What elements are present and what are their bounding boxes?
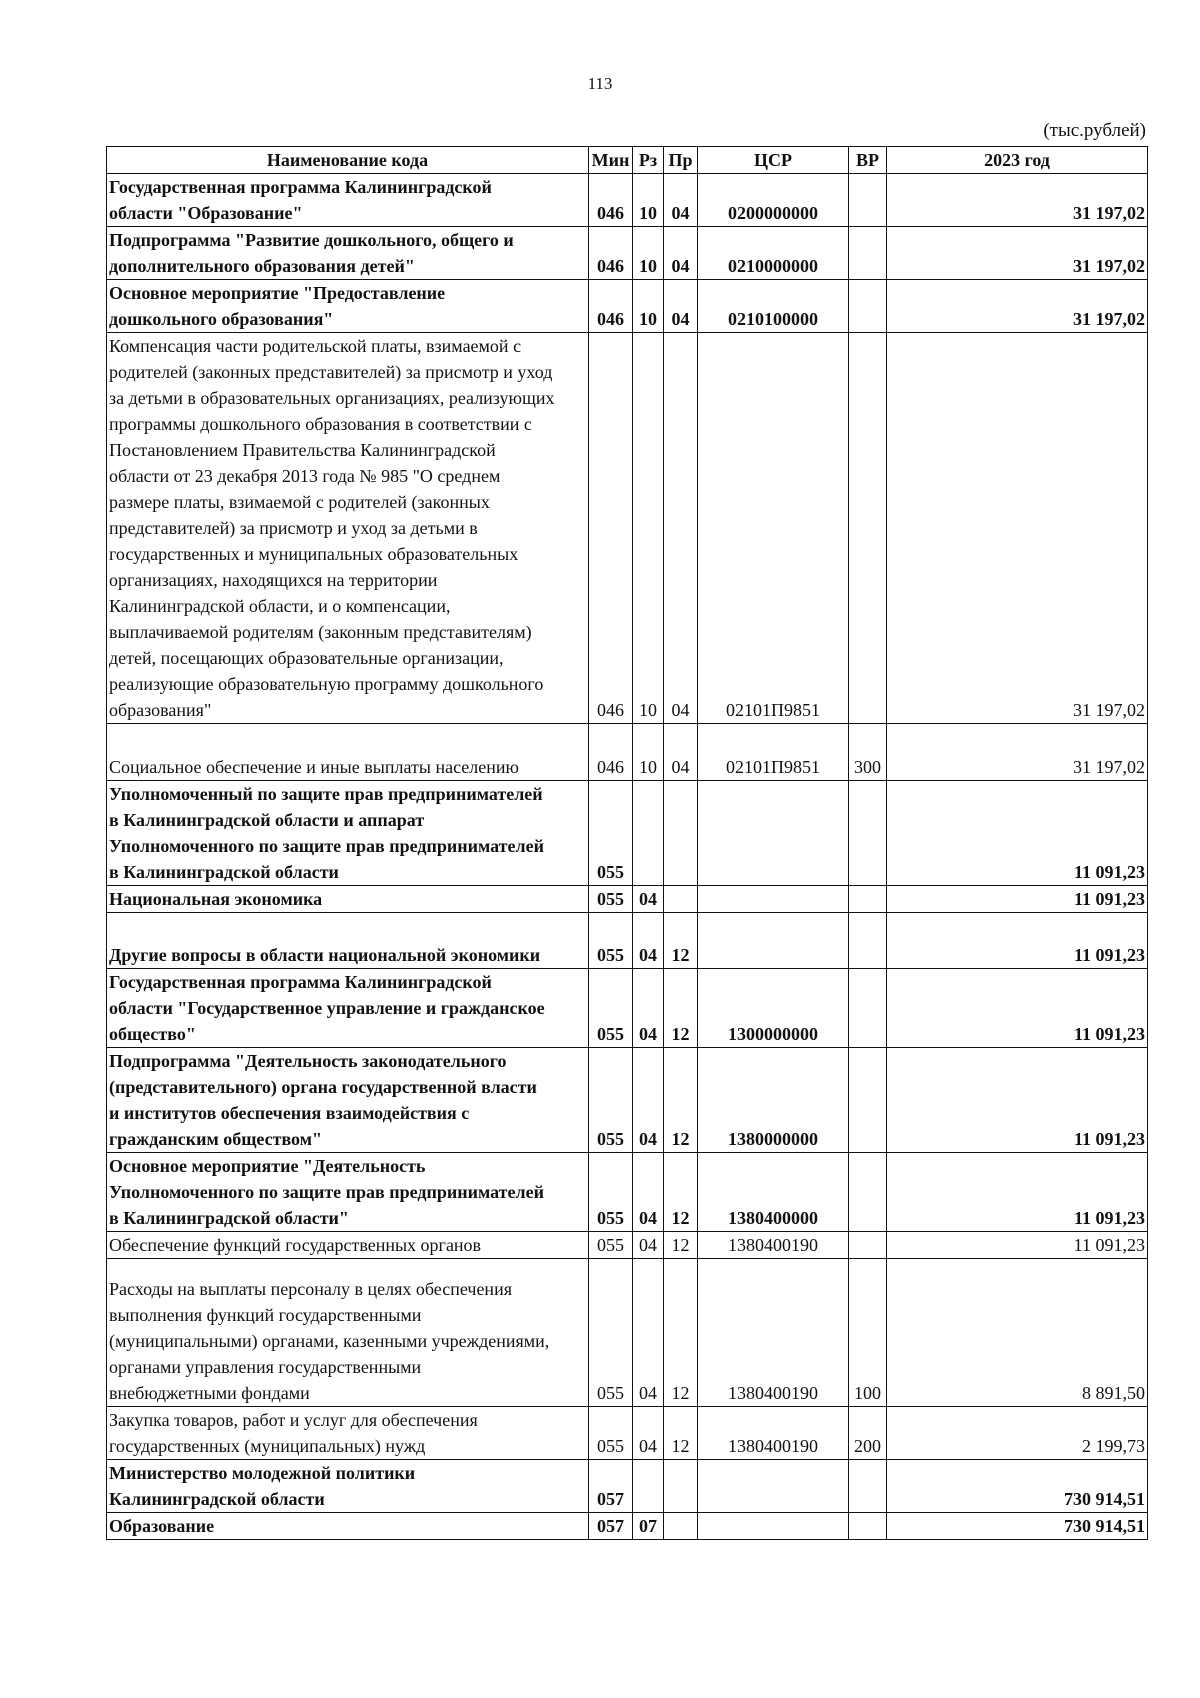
row-rz <box>633 1460 664 1513</box>
row-csr: 1380400190 <box>698 1259 849 1407</box>
row-csr: 0210000000 <box>698 227 849 280</box>
row-rz: 10 <box>633 174 664 227</box>
row-amount: 11 091,23 <box>887 969 1148 1048</box>
row-name: Подпрограмма "Деятельность законодательного (представительного) органа государственной власти и институтов обеспечения взаимодействия с гражданским обществом" <box>107 1048 589 1153</box>
row-pr: 04 <box>664 280 698 333</box>
row-min: 055 <box>589 781 633 886</box>
row-vr <box>849 227 887 280</box>
row-vr <box>849 886 887 913</box>
row-csr <box>698 1460 849 1513</box>
table-row <box>107 913 1148 969</box>
row-amount: 31 197,02 <box>887 280 1148 333</box>
row-min: 055 <box>589 1232 633 1259</box>
row-name: Национальная экономика <box>107 886 589 913</box>
table-row <box>107 1232 1148 1259</box>
row-amount: 11 091,23 <box>887 1153 1148 1232</box>
row-csr: 1380400190 <box>698 1407 849 1460</box>
row-rz: 04 <box>633 1259 664 1407</box>
header-csr: ЦСР <box>698 147 849 174</box>
row-rz: 04 <box>633 969 664 1048</box>
row-rz: 04 <box>633 913 664 969</box>
table-row <box>107 333 1148 724</box>
row-pr: 04 <box>664 174 698 227</box>
row-csr <box>698 1513 849 1540</box>
row-rz: 04 <box>633 1153 664 1232</box>
row-amount: 31 197,02 <box>887 227 1148 280</box>
row-amount: 730 914,51 <box>887 1513 1148 1540</box>
header-rz: Рз <box>633 147 664 174</box>
table-row <box>107 1259 1148 1407</box>
table-row <box>107 1407 1148 1460</box>
row-min: 046 <box>589 174 633 227</box>
table-header-row <box>107 147 1148 174</box>
row-min: 046 <box>589 227 633 280</box>
page-number: 113 <box>587 74 613 93</box>
row-amount: 11 091,23 <box>887 913 1148 969</box>
row-name: Расходы на выплаты персоналу в целях обеспечения выполнения функций государственными (муниципальными) органами, казенными учреждениями, органами управления государственными внебюджетными фондами <box>107 1259 589 1407</box>
row-name: Социальное обеспечение и иные выплаты населению <box>107 724 589 781</box>
row-vr: 200 <box>849 1407 887 1460</box>
row-vr: 100 <box>849 1259 887 1407</box>
header-name: Наименование кода <box>107 147 589 174</box>
row-min: 055 <box>589 1048 633 1153</box>
row-pr <box>664 781 698 886</box>
table-row <box>107 1153 1148 1232</box>
row-rz: 07 <box>633 1513 664 1540</box>
row-rz: 04 <box>633 1407 664 1460</box>
row-vr <box>849 1513 887 1540</box>
row-name: Уполномоченный по защите прав предпринимателей в Калининградской области и аппарат Уполномоченного по защите прав предпринимателей в Калининградской области <box>107 781 589 886</box>
row-vr <box>849 174 887 227</box>
row-pr: 12 <box>664 1153 698 1232</box>
row-rz: 04 <box>633 1232 664 1259</box>
row-csr <box>698 886 849 913</box>
row-pr <box>664 1460 698 1513</box>
table-row <box>107 174 1148 227</box>
row-csr: 0210100000 <box>698 280 849 333</box>
row-pr <box>664 886 698 913</box>
row-amount: 31 197,02 <box>887 333 1148 724</box>
row-name: Министерство молодежной политики Калининградской области <box>107 1460 589 1513</box>
row-amount: 730 914,51 <box>887 1460 1148 1513</box>
row-vr: 300 <box>849 724 887 781</box>
header-year: 2023 год <box>887 147 1148 174</box>
row-pr: 04 <box>664 333 698 724</box>
units-label: (тыс.рублей) <box>1043 120 1146 141</box>
header-vr: ВР <box>849 147 887 174</box>
row-amount: 31 197,02 <box>887 174 1148 227</box>
row-name: Государственная программа Калининградской области "Образование" <box>107 174 589 227</box>
table-row <box>107 886 1148 913</box>
row-csr <box>698 781 849 886</box>
row-min: 057 <box>589 1460 633 1513</box>
header-pr: Пр <box>664 147 698 174</box>
row-rz: 10 <box>633 724 664 781</box>
row-rz: 10 <box>633 227 664 280</box>
row-min: 055 <box>589 913 633 969</box>
row-rz: 10 <box>633 333 664 724</box>
row-csr: 1300000000 <box>698 969 849 1048</box>
header-min: Мин <box>589 147 633 174</box>
row-min: 057 <box>589 1513 633 1540</box>
row-name: Подпрограмма "Развитие дошкольного, общего и дополнительного образования детей" <box>107 227 589 280</box>
table-row <box>107 724 1148 781</box>
row-pr: 12 <box>664 1407 698 1460</box>
row-min: 055 <box>589 1153 633 1232</box>
table-row <box>107 227 1148 280</box>
row-vr <box>849 1048 887 1153</box>
table-row <box>107 969 1148 1048</box>
row-vr <box>849 913 887 969</box>
row-vr <box>849 333 887 724</box>
row-pr: 12 <box>664 1048 698 1153</box>
row-rz: 04 <box>633 886 664 913</box>
row-name: Закупка товаров, работ и услуг для обеспечения государственных (муниципальных) нужд <box>107 1407 589 1460</box>
row-csr: 0200000000 <box>698 174 849 227</box>
row-pr: 04 <box>664 724 698 781</box>
row-vr <box>849 280 887 333</box>
row-name: Другие вопросы в области национальной экономики <box>107 913 589 969</box>
row-name: Образование <box>107 1513 589 1540</box>
row-min: 055 <box>589 969 633 1048</box>
row-amount: 8 891,50 <box>887 1259 1148 1407</box>
row-vr <box>849 1460 887 1513</box>
table-row <box>107 1513 1148 1540</box>
row-csr: 1380400000 <box>698 1153 849 1232</box>
row-min: 046 <box>589 280 633 333</box>
row-pr: 12 <box>664 913 698 969</box>
row-csr: 1380400190 <box>698 1232 849 1259</box>
row-rz <box>633 781 664 886</box>
row-min: 055 <box>589 886 633 913</box>
row-pr: 04 <box>664 227 698 280</box>
row-name: Обеспечение функций государственных органов <box>107 1232 589 1259</box>
budget-table <box>106 146 1148 1540</box>
row-csr: 02101П9851 <box>698 333 849 724</box>
table-row <box>107 280 1148 333</box>
row-rz: 10 <box>633 280 664 333</box>
row-amount: 31 197,02 <box>887 724 1148 781</box>
row-amount: 2 199,73 <box>887 1407 1148 1460</box>
row-min: 055 <box>589 1259 633 1407</box>
table-row <box>107 1048 1148 1153</box>
row-vr <box>849 969 887 1048</box>
table-row <box>107 781 1148 886</box>
row-min: 046 <box>589 333 633 724</box>
row-vr <box>849 1153 887 1232</box>
row-vr <box>849 781 887 886</box>
row-amount: 11 091,23 <box>887 886 1148 913</box>
row-name: Государственная программа Калининградской области "Государственное управление и гражданское общество" <box>107 969 589 1048</box>
row-csr: 1380000000 <box>698 1048 849 1153</box>
row-name: Компенсация части родительской платы, взимаемой с родителей (законных представителей) за присмотр и уход за детьми в образовательных организациях, реализующих программы дошкольного образования в соответствии с Постановлением Правительства Калининградской области от 23 декабря 2013 года № 985 "О среднем размере платы, взимаемой с родителей (законных представителей) за присмотр и уход за детьми в государственных и муниципальных образовательных организациях, находящихся на территории Калининградской области, и о компенсации, выплачиваемой родителям (законным представителям) детей, посещающих образовательные организации, реализующие образовательную программу дошкольного образования" <box>107 333 589 724</box>
row-csr <box>698 913 849 969</box>
row-rz: 04 <box>633 1048 664 1153</box>
row-pr: 12 <box>664 969 698 1048</box>
row-amount: 11 091,23 <box>887 1048 1148 1153</box>
row-pr: 12 <box>664 1232 698 1259</box>
row-min: 055 <box>589 1407 633 1460</box>
row-name: Основное мероприятие "Деятельность Уполномоченного по защите прав предпринимателей в Калининградской области" <box>107 1153 589 1232</box>
row-pr <box>664 1513 698 1540</box>
row-vr <box>849 1232 887 1259</box>
row-pr: 12 <box>664 1259 698 1407</box>
table-row <box>107 1460 1148 1513</box>
row-amount: 11 091,23 <box>887 1232 1148 1259</box>
row-csr: 02101П9851 <box>698 724 849 781</box>
row-min: 046 <box>589 724 633 781</box>
row-amount: 11 091,23 <box>887 781 1148 886</box>
row-name: Основное мероприятие "Предоставление дошкольного образования" <box>107 280 589 333</box>
